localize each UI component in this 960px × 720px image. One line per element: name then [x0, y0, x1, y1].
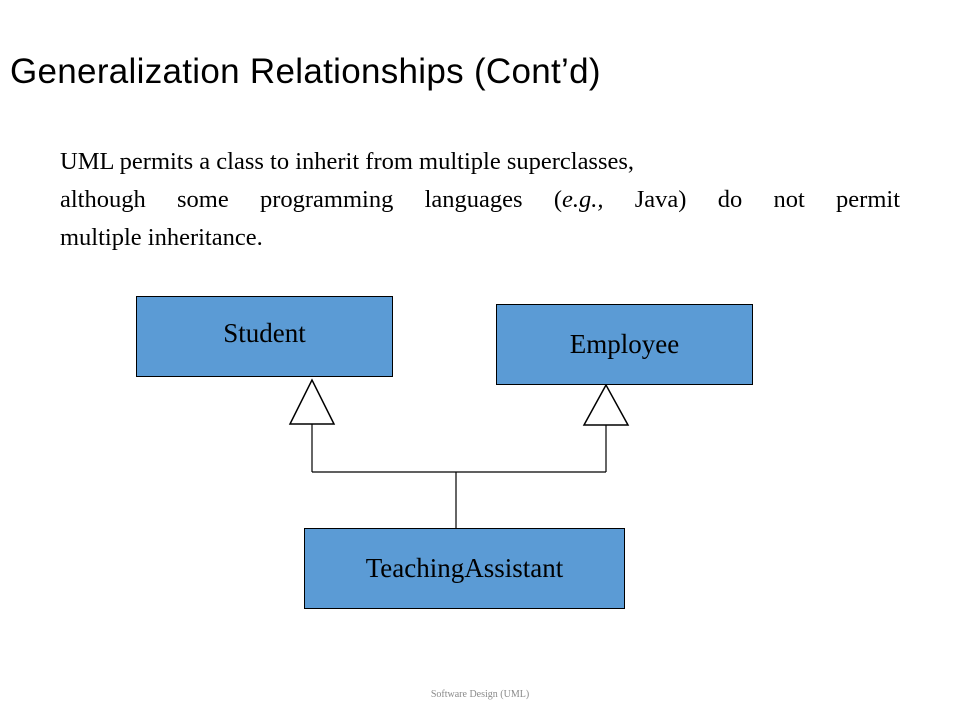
body-line-2-end: Java) do not permit: [603, 186, 900, 213]
class-box-student: [136, 296, 393, 377]
body-line-2-eg: e.g.,: [562, 186, 604, 213]
slide-footer: Software Design (UML): [430, 689, 530, 700]
body-line-2-start: although some programming languages (: [60, 186, 562, 213]
employee-generalization-arrowhead: [584, 385, 628, 425]
student-generalization-arrowhead: [290, 380, 334, 424]
class-name-student: Student: [223, 318, 306, 348]
slide-title: Generalization Relationships (Cont’d): [10, 52, 601, 91]
class-name-employee: Employee: [569, 329, 680, 359]
class-box-employee: [496, 304, 753, 385]
class-name-teaching-assistant: TeachingAssistant: [365, 553, 564, 583]
body-line-1: UML permits a class to inherit from multiple superclasses,: [60, 148, 635, 175]
body-line-3: multiple inheritance.: [60, 224, 263, 251]
class-box-teaching-assistant: [304, 528, 625, 609]
